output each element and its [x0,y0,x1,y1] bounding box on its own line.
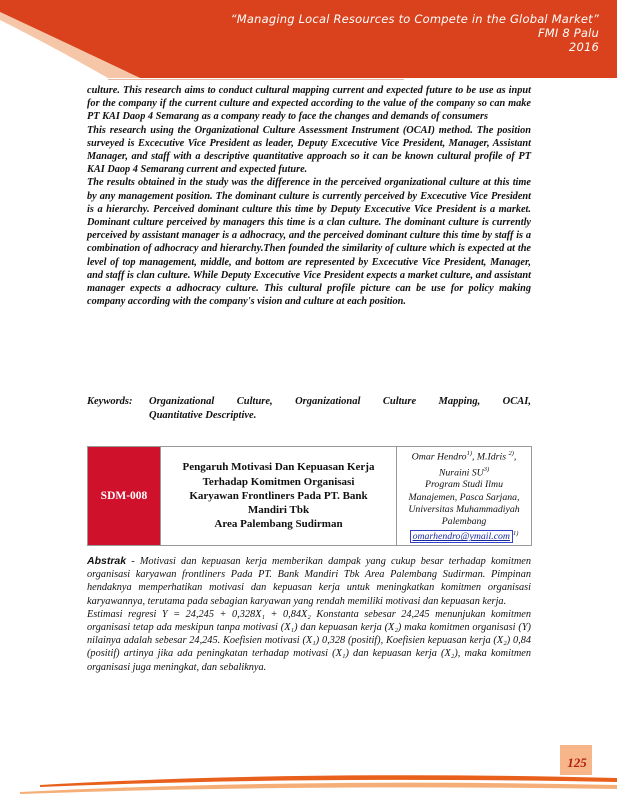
regression-paragraph: Estimasi regresi Y = 24,245 + 0,328X₁ + 0,84X₂ Konstanta sebesar 24,245 menunjukan komitmen organisasi tetap ada meskipun tanpa motivasi (X₁) dan kepuasan kerja (X₂) maka komitmen organisasi (Y) nilainya adalah sebesar 24,245. Koefisien motivasi (X₁) 0,328 (positif), Koefisien kepuasan kerja (X₂) 0,84 (positif) artinya jika ada peningkatan terhadap motivasi (X₁) dan kepuasan kerja (X₂), maka komitmen organisasi juga meningkat, dan sebaliknya. [87,608,531,673]
abstrak-paragraph [87,555,531,608]
conference-year: 2016 [568,40,599,54]
keywords-line: Organizational Culture, Organizational Culture Mapping, OCAI, [149,396,531,407]
affiliation-line: Manajemen, Pasca Sarjana, [408,491,520,503]
keywords [87,395,531,422]
author-line: Nuraini SU$^{3)}$ [438,465,490,479]
conference-name: FMI 8 Palu [537,26,599,40]
title-line: Area Palembang Sudirman [214,518,343,531]
email-line: omarhendro@ymail.com $^{1)}$ [410,528,519,543]
author-line: Omar Hendro$^{1)}$, M.Idris $^{2)}$, [411,450,517,463]
header-rule [108,79,404,80]
title-line: Karyawan Frontliners Pada PT. Bank [189,489,368,502]
paragraph: The results obtained in the study was the difference in the perceived organizational culture at this time by any management position. The dominant culture is currently perceived by Excecutive Vice President is a hierarchy. Perceived dominant culture this time by Deputy Excecutive Vice President is a market. Dominant culture perceived by managers this time is a clan culture. The dominant culture is currently perceived by assistant manager is a adhocracy, and the perceived dominant culture this time by staff is a combination of adhocracy and hierarchy.Then founded the similarity of culture which is expected at the level of top management, middle, and bottom are represented by Excecutive Vice President, Manager, and staff is clan culture. While Deputy Excecutive Vice President expects a market culture, and assistant manager expects a adhocracy culture. This cultural profile picture can be use for policy making company according with the company's vision and culture at each position. [87,177,531,308]
paper-info-table [87,446,532,546]
keywords-text [149,395,531,422]
paragraph: This research using the Organizational Culture Assessment Instrument (OCAI) method. The position surveyed is Excecutive Vice President as leader, Deputy Excecutive Vice President, Manager, Assistant Manager, and staff with a descriptive quantitative approach so it can be known cultural profile of PT KAI Daop 4 Semarang current and expected future. [87,124,531,176]
abstrak-section [87,555,531,674]
affiliation-line: Program Studi Ilmu [424,479,503,491]
footer-swoosh [0,740,617,800]
affiliation-line: Palembang [441,515,487,527]
abstrak-label: Abstrak [87,555,127,567]
paper-authors [397,447,531,545]
english-abstract-continuation [87,84,531,308]
abstrak-text: - Motivasi dan kepuasan kerja memberikan dampak yang cukup besar terhadap komitmen organisasi karyawan frontliners Pada PT. Bank Mandiri Tbk Area Palembang Sudirman. Pimpinan hendaknya memperhatikan motivasi dan kepuasan kerja untuk meningkatkan komitmen organisasi karyawannya, terutama pada sebagian karyawan yang rendah memiliki motivasi dan kepuasan kerja. [87,556,531,607]
conference-theme: “Managing Local Resources to Compete in the Global Market” [230,12,599,26]
title-line: Pengaruh Motivasi Dan Kepuasan Kerja [182,461,375,474]
paragraph: culture. This research aims to conduct cultural mapping current and expected future to be use as input for the company if the current culture and expected according to the value of the company so can make PT KAI Daop 4 Semarang as a company ready to face the changes and demands of consumers [87,85,531,123]
author-email-link[interactable]: omarhendro@ymail.com [410,530,513,543]
keywords-label: Keywords: [87,396,133,407]
conference-header [231,12,599,54]
title-line: Mandiri Tbk [247,504,310,517]
title-line: Terhadap Komitmen Organisasi [202,475,355,488]
paper-code: SDM-008 [88,447,161,545]
paper-title [161,447,397,545]
page-number: 125 [567,755,587,770]
affiliation-line: Universitas Muhammadiyah [408,503,520,515]
keywords-line: Quantitative Descriptive. [149,409,257,421]
